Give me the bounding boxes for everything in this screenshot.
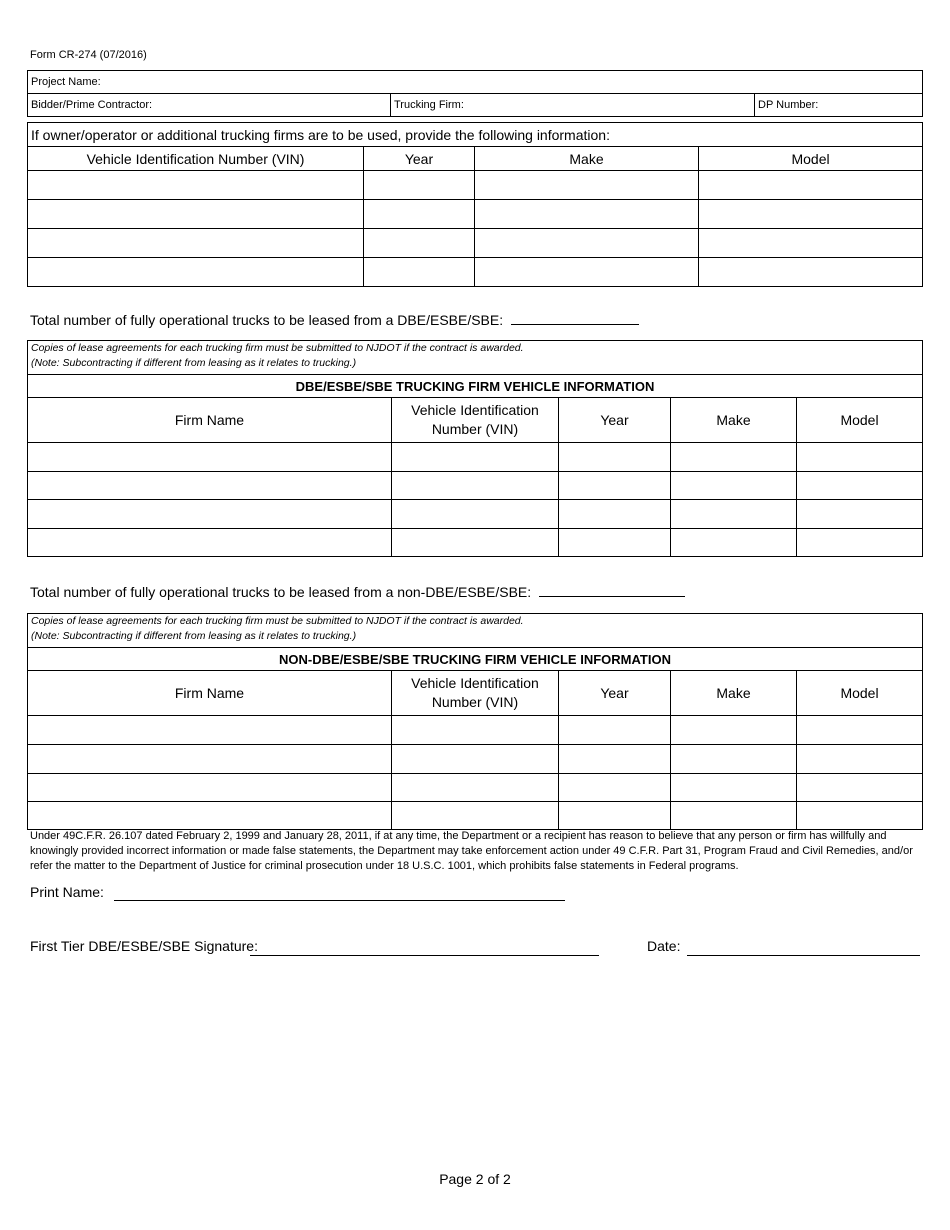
table-row: [28, 774, 923, 802]
column-header-model: Model: [797, 398, 923, 443]
dbe-total-row: [30, 310, 639, 328]
year-cell[interactable]: [364, 229, 475, 258]
vin-cell[interactable]: [392, 472, 559, 500]
column-header-year: Year: [559, 671, 671, 716]
make-cell[interactable]: [475, 200, 699, 229]
column-header-year: Year: [364, 147, 475, 171]
print-name-row: [30, 884, 104, 902]
year-cell[interactable]: [559, 529, 671, 557]
column-header-vin: Vehicle Identification Number (VIN): [392, 671, 559, 716]
year-cell[interactable]: [559, 745, 671, 774]
firm-name-cell[interactable]: [28, 443, 392, 472]
column-header-firm-name: Firm Name: [28, 671, 392, 716]
header-info-table: [27, 70, 923, 117]
signature-row: [30, 938, 258, 956]
dbe-total-label: Total number of fully operational trucks to be leased from a DBE/ESBE/SBE:: [30, 312, 504, 328]
trucking-firm-field[interactable]: [391, 94, 755, 117]
make-cell[interactable]: [671, 802, 797, 830]
year-cell[interactable]: [364, 200, 475, 229]
year-cell[interactable]: [559, 472, 671, 500]
page-number: Page 2 of 2: [439, 1171, 511, 1187]
form-code: Form CR-274 (07/2016): [30, 49, 147, 61]
column-header-model: Model: [797, 671, 923, 716]
model-cell[interactable]: [797, 529, 923, 557]
year-cell[interactable]: [559, 443, 671, 472]
firm-name-cell[interactable]: [28, 472, 392, 500]
bidder-label: Bidder/Prime Contractor:: [31, 99, 153, 111]
vin-cell[interactable]: [392, 716, 559, 745]
date-input[interactable]: [687, 954, 920, 956]
column-header-model: Model: [699, 147, 923, 171]
model-cell[interactable]: [699, 258, 923, 287]
non-dbe-note-line-2: (Note: Subcontracting if different from leasing as it relates to trucking.): [31, 630, 357, 642]
trucking-firm-label: Trucking Firm:: [394, 99, 464, 111]
year-cell[interactable]: [364, 171, 475, 200]
vin-cell[interactable]: [28, 229, 364, 258]
column-header-make: Make: [671, 398, 797, 443]
non-dbe-vehicle-table: [27, 613, 923, 830]
model-cell[interactable]: [797, 443, 923, 472]
make-cell[interactable]: [671, 500, 797, 529]
owner-operator-table: [27, 122, 923, 287]
table-row: [28, 229, 923, 258]
column-header-make: Make: [475, 147, 699, 171]
model-cell[interactable]: [797, 774, 923, 802]
year-cell[interactable]: [364, 258, 475, 287]
firm-name-cell[interactable]: [28, 802, 392, 830]
year-cell[interactable]: [559, 802, 671, 830]
dbe-lease-note: [28, 341, 923, 375]
non-dbe-lease-note: [28, 614, 923, 648]
non-dbe-total-input[interactable]: [539, 582, 685, 597]
firm-name-cell[interactable]: [28, 529, 392, 557]
vin-cell[interactable]: [28, 200, 364, 229]
date-row: [647, 938, 680, 956]
model-cell[interactable]: [797, 716, 923, 745]
signature-label: First Tier DBE/ESBE/SBE Signature:: [30, 938, 258, 954]
model-cell[interactable]: [699, 229, 923, 258]
dbe-vehicle-table: [27, 340, 923, 557]
make-cell[interactable]: [671, 443, 797, 472]
table-row: [28, 716, 923, 745]
non-dbe-total-label: Total number of fully operational trucks to be leased from a non-DBE/ESBE/SBE:: [30, 584, 532, 600]
vin-cell[interactable]: [28, 171, 364, 200]
make-cell[interactable]: [671, 472, 797, 500]
firm-name-cell[interactable]: [28, 774, 392, 802]
table-row: [28, 802, 923, 830]
vin-cell[interactable]: [28, 258, 364, 287]
signature-input[interactable]: [250, 954, 599, 956]
model-cell[interactable]: [699, 200, 923, 229]
project-name-field[interactable]: [28, 71, 923, 94]
table-row: [28, 745, 923, 774]
model-cell[interactable]: [699, 171, 923, 200]
make-cell[interactable]: [475, 171, 699, 200]
owner-operator-intro: If owner/operator or additional trucking firms are to be used, provide the following information:: [28, 123, 923, 147]
vin-cell[interactable]: [392, 500, 559, 529]
year-cell[interactable]: [559, 500, 671, 529]
make-cell[interactable]: [671, 745, 797, 774]
column-header-vin: Vehicle Identification Number (VIN): [28, 147, 364, 171]
table-row: [28, 200, 923, 229]
bidder-field[interactable]: [28, 94, 391, 117]
dbe-section-title: DBE/ESBE/SBE TRUCKING FIRM VEHICLE INFORMATION: [28, 375, 923, 398]
table-row: [28, 171, 923, 200]
table-row: [28, 500, 923, 529]
firm-name-cell[interactable]: [28, 716, 392, 745]
make-cell[interactable]: [671, 716, 797, 745]
non-dbe-total-row: [30, 582, 685, 600]
column-header-vin: Vehicle Identification Number (VIN): [392, 398, 559, 443]
print-name-input[interactable]: [114, 899, 565, 901]
table-row: [28, 472, 923, 500]
non-dbe-section-title: NON-DBE/ESBE/SBE TRUCKING FIRM VEHICLE INFORMATION: [28, 648, 923, 671]
table-row: [28, 529, 923, 557]
print-name-label: Print Name:: [30, 884, 104, 900]
column-header-firm-name: Firm Name: [28, 398, 392, 443]
firm-name-cell[interactable]: [28, 745, 392, 774]
model-cell[interactable]: [797, 745, 923, 774]
model-cell[interactable]: [797, 802, 923, 830]
dbe-note-line-2: (Note: Subcontracting if different from leasing as it relates to trucking.): [31, 357, 357, 369]
date-label: Date:: [647, 938, 681, 954]
vin-cell[interactable]: [392, 529, 559, 557]
dp-number-label: DP Number:: [758, 99, 819, 111]
project-name-label: Project Name:: [31, 76, 101, 88]
dbe-note-line-1: Copies of lease agreements for each trucking firm must be submitted to NJDOT if the contract is awarded.: [31, 342, 524, 354]
legal-disclaimer: Under 49C.F.R. 26.107 dated February 2, 1999 and January 28, 2011, if at any time, the Department or a recipient has reason to believe that any person or firm has willfully and knowingly provided incorrect information or made false statements, the Department may take enforcement action under 49 C.F.R. Part 31, Program Fraud and Civil Remedies, and/or refer the matter to the Department of Justice for criminal prosecution under 18 U.S.C. 1001, which prohibits false statements in Federal programs.: [30, 830, 913, 872]
vin-cell[interactable]: [392, 443, 559, 472]
firm-name-cell[interactable]: [28, 500, 392, 529]
vin-cell[interactable]: [392, 774, 559, 802]
dbe-total-input[interactable]: [511, 310, 639, 325]
vin-cell[interactable]: [392, 802, 559, 830]
make-cell[interactable]: [475, 229, 699, 258]
non-dbe-note-line-1: Copies of lease agreements for each trucking firm must be submitted to NJDOT if the contract is awarded.: [31, 615, 524, 627]
column-header-year: Year: [559, 398, 671, 443]
table-row: [28, 258, 923, 287]
model-cell[interactable]: [797, 472, 923, 500]
year-cell[interactable]: [559, 774, 671, 802]
make-cell[interactable]: [671, 774, 797, 802]
vin-cell[interactable]: [392, 745, 559, 774]
column-header-make: Make: [671, 671, 797, 716]
year-cell[interactable]: [559, 716, 671, 745]
model-cell[interactable]: [797, 500, 923, 529]
make-cell[interactable]: [475, 258, 699, 287]
table-row: [28, 443, 923, 472]
make-cell[interactable]: [671, 529, 797, 557]
dp-number-field[interactable]: [755, 94, 923, 117]
